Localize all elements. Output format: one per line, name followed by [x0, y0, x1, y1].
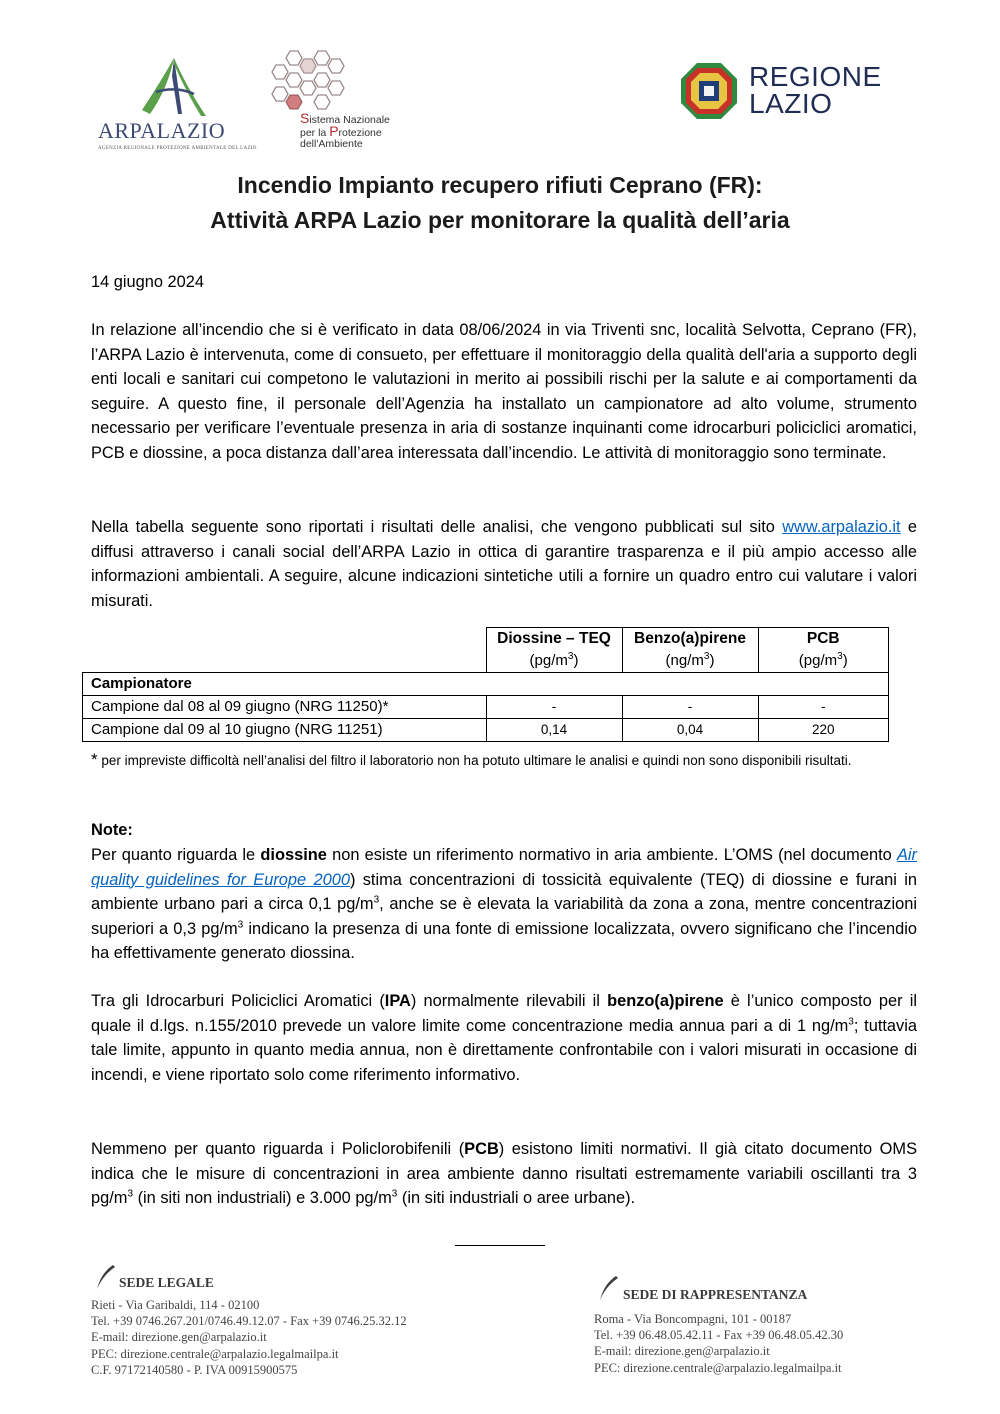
sede-legale-heading: SEDE LEGALE	[119, 1275, 214, 1290]
date: 14 giugno 2024	[91, 273, 205, 291]
regione-lazio-crest-icon	[680, 62, 738, 120]
snpa-line3: dell'Ambiente	[300, 138, 363, 150]
cell-value: 0,14	[486, 719, 622, 742]
sede-rappresentanza-heading: SEDE DI RAPPRESENTANZA	[623, 1287, 808, 1302]
sede-rappresentanza-address: Roma - Via Boncompagni, 101 - 00187	[594, 1312, 792, 1326]
row-label: Campione dal 09 al 10 giugno (NRG 11251)	[83, 719, 487, 742]
arpa-subtitle: AGENZIA REGIONALE PROTEZIONE AMBIENTALE DEL LAZIO	[98, 146, 257, 151]
lazio-line1: REGIONE	[749, 61, 882, 92]
table-header-row	[83, 628, 889, 673]
note-pcb: Nemmeno per quanto riguarda i Policlorobifenili (PCB) esistono limiti normativi. Il già citato documento OMS indica che le misure di concentrazioni in area ambiente danno risultati estremamente variabili oscillanti tra 3 $pg/m^3$ (in siti non industriali) e 3.000 $pg/m^3$ (in siti industriali o aree urbane).	[91, 1140, 918, 1208]
arpalazio-website-link[interactable]: www.arpalazio.it	[782, 518, 901, 536]
sede-legale-phone: Tel. +39 0746.267.201/0746.49.12.07 - Fax +39 0746.25.32.12	[91, 1314, 407, 1329]
cell-value: -	[622, 696, 758, 719]
footnote-text: per impreviste difficoltà nell’analisi del filtro il laboratorio non ha potuto ultimare le analisi e quindi non sono disponibili risultati.	[97, 753, 852, 768]
title-line2: Attività ARPA Lazio per monitorare la qualità dell’aria	[210, 207, 790, 233]
sede-legale-cf-piva: C.F. 97172140580 - P. IVA 00915900575	[91, 1362, 298, 1377]
sede-legale-address: Rieti - Via Garibaldi, 114 - 02100	[91, 1298, 260, 1312]
snpa-line2a: per la	[300, 127, 330, 139]
note-diossine: Per quanto riguarda le diossine non esiste un riferimento normativo in aria ambiente. L’OMS (nel documento Air quality guidelines for Europe 2000) stima concentrazioni di tossicità equivalente (TEQ) di diossine e furani in ambiente urbano pari a circa 0,1 $pg/m^3$, anche se è elevata la variabilità da zona a zona, mentre concentrazioni superiori a 0,3 $pg/m^3$ indicano la presenza di una fonte di emissione localizzata, ovvero significano che l’incendio ha effettivamente generato diossina.	[91, 846, 918, 963]
table-section-row	[83, 673, 889, 696]
table-row	[83, 696, 889, 719]
regione-lazio-wordmark	[749, 63, 882, 117]
sede-rappresentanza-email: E-mail: direzione.gen@arpalazio.it	[594, 1344, 770, 1359]
sede-legale-email: E-mail: direzione.gen@arpalazio.it	[91, 1330, 267, 1345]
snpa-line2b: rotezione	[338, 127, 382, 139]
air-quality-guidelines-link[interactable]: Air quality guidelines for Europe 2000	[91, 846, 918, 889]
sede-rappresentanza-pec: PEC: direzione.centrale@arpalazio.legalmailpa.it	[594, 1360, 842, 1375]
row-label: Campione dal 08 al 09 giugno (NRG 11250)*	[83, 696, 487, 719]
table-row	[83, 719, 889, 742]
sede-legale-block	[91, 1297, 407, 1378]
paragraph-intro: In relazione all’incendio che si è verificato in data 08/06/2024 in via Triventi snc, località Selvotta, Ceprano (FR), l’ARPA Lazio è intervenuta, come di consueto, per effettuare il monitoraggio della qualità dell'aria a supporto degli enti locali e sanitari cui competono le valutazioni in merito ai possibili rischi per la salute e ai comportamenti da seguire. A questo fine, il personale dell’Agenzia ha installato un campionatore ad alto volume, strumento necessario per verificare l’eventuale presenza in aria di sostanze inquinanti come idrocarburi policiclici aromatici, PCB e diossine, a poca distanza dall’area interessata dall’incendio. Le attività di monitoraggio sono terminate.	[91, 321, 917, 462]
sede-rappresentanza-block	[594, 1311, 843, 1376]
results-table	[82, 627, 889, 742]
cell-value: 0,04	[622, 719, 758, 742]
sede-rappresentanza-slash-icon	[596, 1274, 620, 1302]
sede-legale-pec: PEC: direzione.centrale@arpalazio.legalmailpa.it	[91, 1346, 339, 1361]
note-ipa: Tra gli Idrocarburi Policiclici Aromatici (IPA) normalmente rilevabili il benzo(a)pirene è l’unico composto per il quale il d.lgs. n.155/2010 prevede un valore limite come concentrazione media annua pari a di 1 $ng/m^3$; tuttavia tale limite, appunto in quanto media annua, non è direttamente confrontabile con i valori misurati in occasione di incendi, e viene riportato solo come riferimento informativo.	[91, 992, 917, 1084]
title-line1: Incendio Impianto recupero rifiuti Ceprano (FR):	[237, 172, 763, 198]
cell-value: -	[486, 696, 622, 719]
sede-rappresentanza-phone: Tel. +39 06.48.05.42.11 - Fax +39 06.48.05.42.30	[594, 1328, 844, 1343]
cell-value: 220	[758, 719, 889, 742]
table-corner	[83, 628, 487, 673]
col-header-pcb: PCB $(pg/m^3)$	[758, 628, 889, 673]
snpa-wordmark	[300, 110, 390, 150]
notes-heading: Note:	[91, 821, 133, 839]
cell-value: -	[758, 696, 889, 719]
divider	[455, 1245, 545, 1246]
paragraph-results	[91, 515, 917, 613]
page-title	[0, 168, 1000, 238]
snpa-line1: istema Nazionale	[309, 114, 390, 126]
footnote-star: *	[91, 750, 98, 769]
p2-text-a: Nella tabella seguente sono riportati i risultati delle analisi, che vengono pubblicati sul sito	[91, 518, 783, 536]
p2-text-b: e diffusi attraverso i canali social dell’ARPA Lazio in ottica di garantire trasparenza e il più ampio accesso alle informazioni ambientali. A seguire, alcune indicazioni sintetiche utili a fornire un quadro entro cui valutare i valori misurati.	[91, 518, 918, 610]
col-header-diossine: Diossine – TEQ $(pg/m^3)$	[486, 628, 622, 673]
section-label: Campionatore	[83, 673, 889, 696]
col-header-benzoapirene: Benzo(a)pirene $(ng/m^3)$	[622, 628, 758, 673]
sede-legale-slash-icon	[93, 1263, 117, 1291]
snpa-initial-s: S	[300, 110, 310, 126]
arpa-name: ARPALAZIO	[98, 118, 226, 143]
lazio-line2: LAZIO	[749, 88, 833, 119]
table-footnote	[91, 749, 917, 772]
snpa-initial-p: P	[329, 123, 339, 139]
